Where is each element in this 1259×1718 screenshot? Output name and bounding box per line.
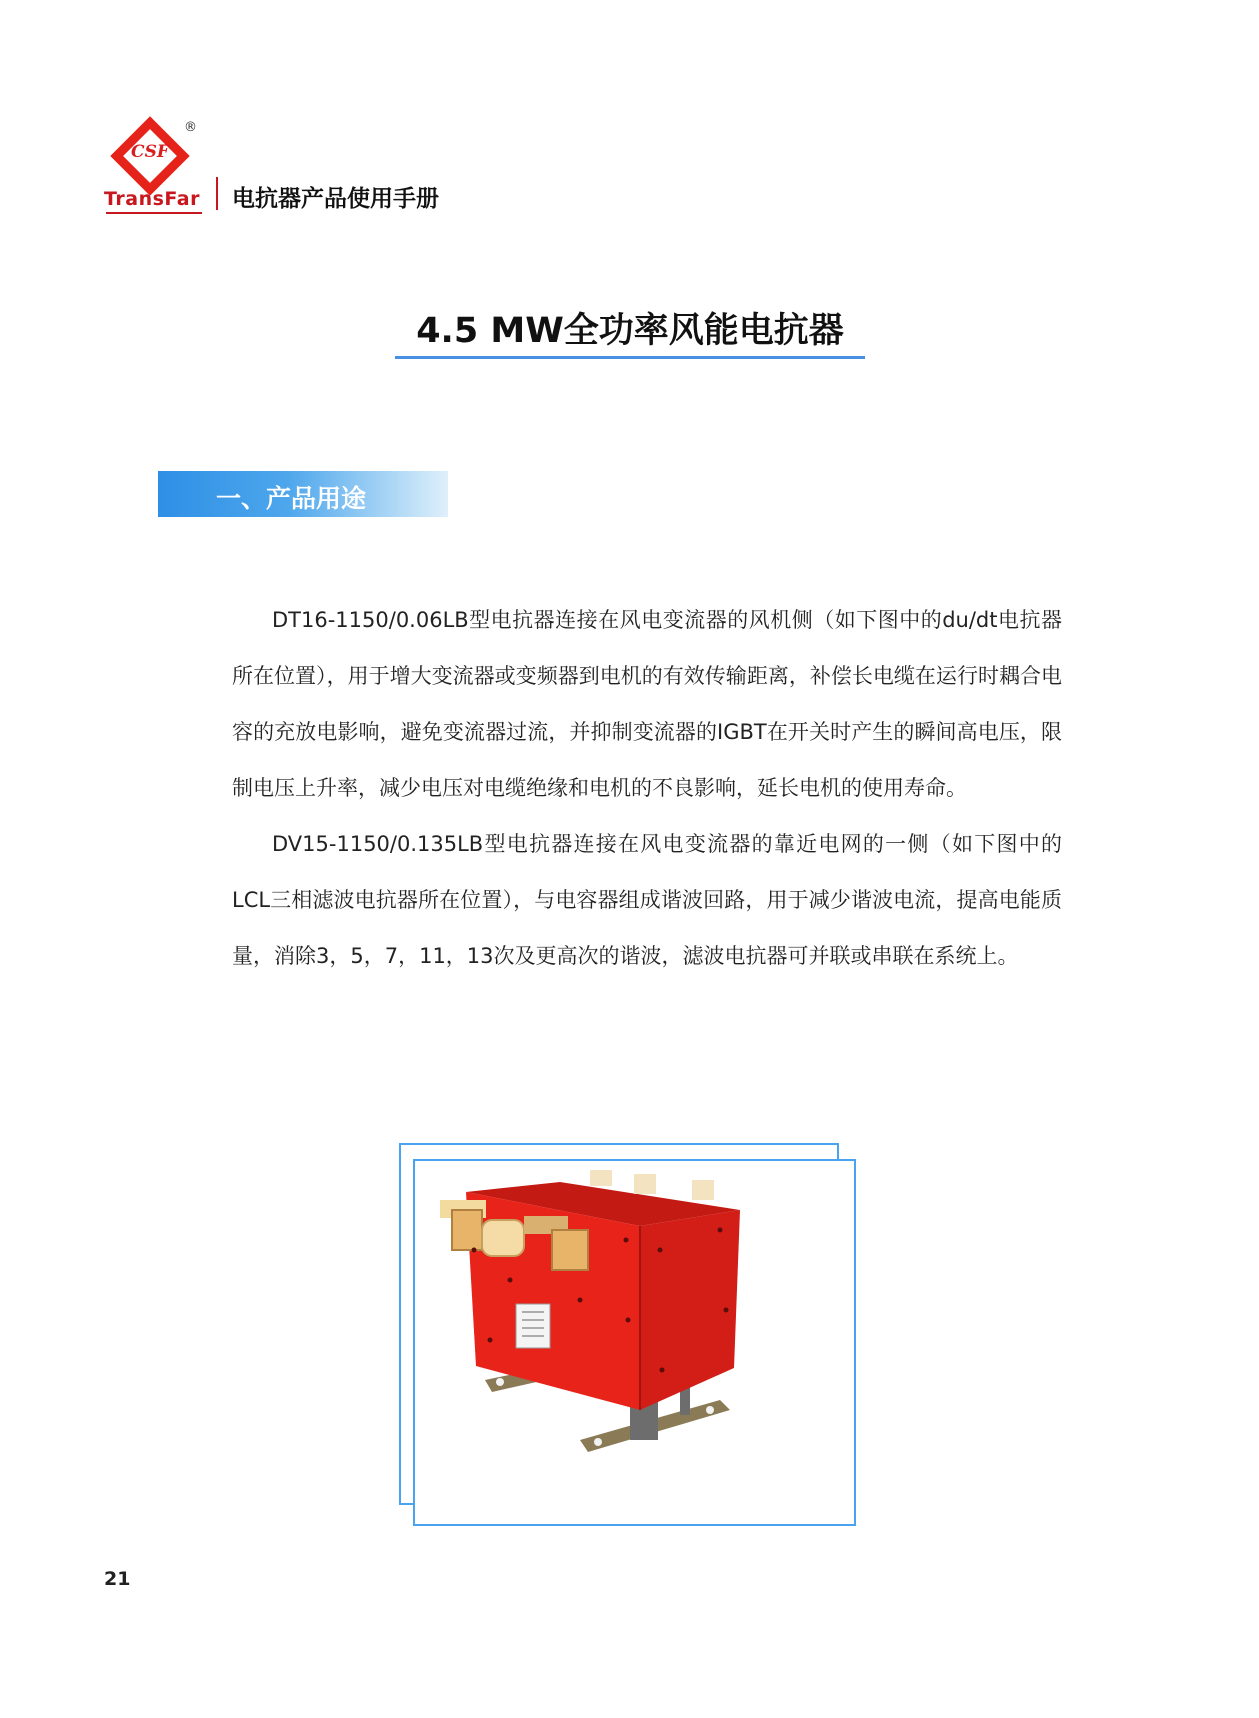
header-divider — [216, 177, 218, 210]
page-number: 21 — [104, 1568, 131, 1590]
section-heading: 一、产品用途 — [216, 484, 367, 513]
reactor-product-photo — [430, 1170, 830, 1500]
registered-icon: ® — [184, 120, 197, 135]
section-banner — [158, 471, 448, 517]
logo-mark: CSF — [131, 142, 169, 162]
paragraph-lcl-filter-reactor: DV15-1150/0.135LB型电抗器连接在风电变流器的靠近电网的一侧（如下图中的LCL三相滤波电抗器所在位置），与电容器组成谐波回路，用于减少谐波电流，提高电能质量，消除3，5，7，11，13次及更高次的谐波，滤波电抗器可并联或串联在系统上。 — [232, 832, 1062, 968]
page-title: 4.5 MW全功率风能电抗器 — [416, 311, 844, 351]
paragraph-du-dt-reactor: DT16-1150/0.06LB型电抗器连接在风电变流器的风机侧（如下图中的du/dt电抗器所在位置），用于增大变流器或变频器到电机的有效传输距离，补偿长电缆在运行时耦合电容的充放电影响，避免变流器过流，并抑制变流器的IGBT在开关时产生的瞬间高电压，限制电压上升率，减少电压对电缆绝缘和电机的不良影响，延长电机的使用寿命。 — [232, 608, 1062, 800]
title-underline — [395, 356, 865, 359]
manual-title: 电抗器产品使用手册 — [232, 186, 439, 212]
brand-logo — [104, 116, 204, 216]
logo-name: TransFar — [104, 188, 200, 210]
body-text — [232, 592, 1062, 984]
